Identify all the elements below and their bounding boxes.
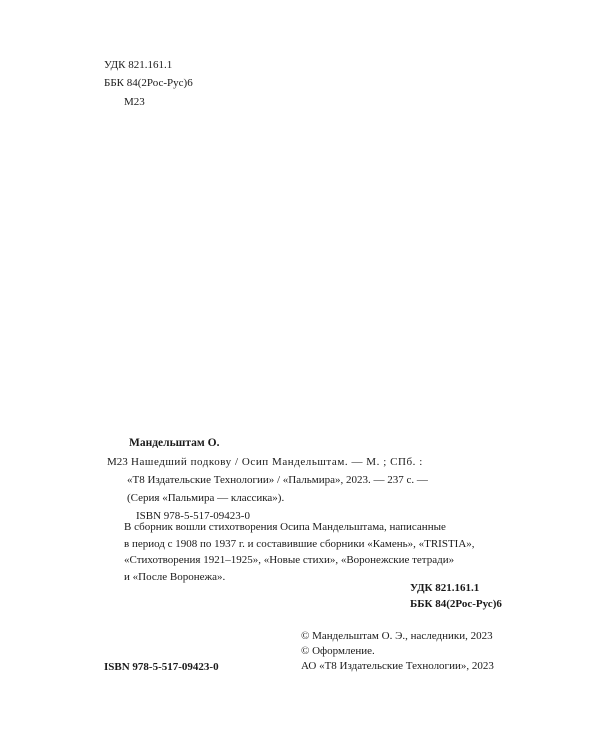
- copyright-block: [301, 629, 541, 674]
- annotation-line: В сборник вошли стихотворения Осипа Мандельштама, написанные: [124, 521, 446, 533]
- annotation-line: «Стихотворения 1921–1925», «Новые стихи», «Воронежские тетради»: [124, 554, 455, 566]
- isbn-bottom: ISBN 978-5-517-09423-0: [104, 661, 219, 673]
- record-line: Нашедший подкову / Осип Мандельштам. — М. ; СПб. :: [131, 456, 423, 468]
- bbk-code-bottom: ББК 84(2Рос-Рус)6: [410, 598, 502, 610]
- record-line: (Серия «Пальмира — классика»).: [127, 492, 285, 504]
- udk-code-bottom: УДК 821.161.1: [410, 582, 480, 594]
- copyright-line: © Оформление.: [301, 645, 375, 657]
- record-author: Мандельштам О.: [129, 437, 220, 449]
- annotation-line: и «После Воронежа».: [124, 570, 226, 583]
- record-line: «Т8 Издательские Технологии» / «Пальмира», 2023. — 237 с. —: [127, 474, 428, 486]
- copyright-line: © Мандельштам О. Э., наследники, 2023: [301, 630, 493, 642]
- bbk-code: ББК 84(2Рос-Рус)6: [104, 77, 193, 89]
- udk-code: УДК 821.161.1: [104, 59, 173, 71]
- author-code: М23: [124, 96, 145, 108]
- record-author-code: М23: [107, 456, 128, 468]
- copyright-line: АО «Т8 Издательские Технологии», 2023: [301, 660, 494, 672]
- annotation-line: в период с 1908 по 1937 г. и составившие сборники «Камень», «TRISTIA»,: [124, 537, 475, 550]
- record-isbn: ISBN 978-5-517-09423-0: [136, 510, 250, 522]
- annotation: [124, 519, 504, 585]
